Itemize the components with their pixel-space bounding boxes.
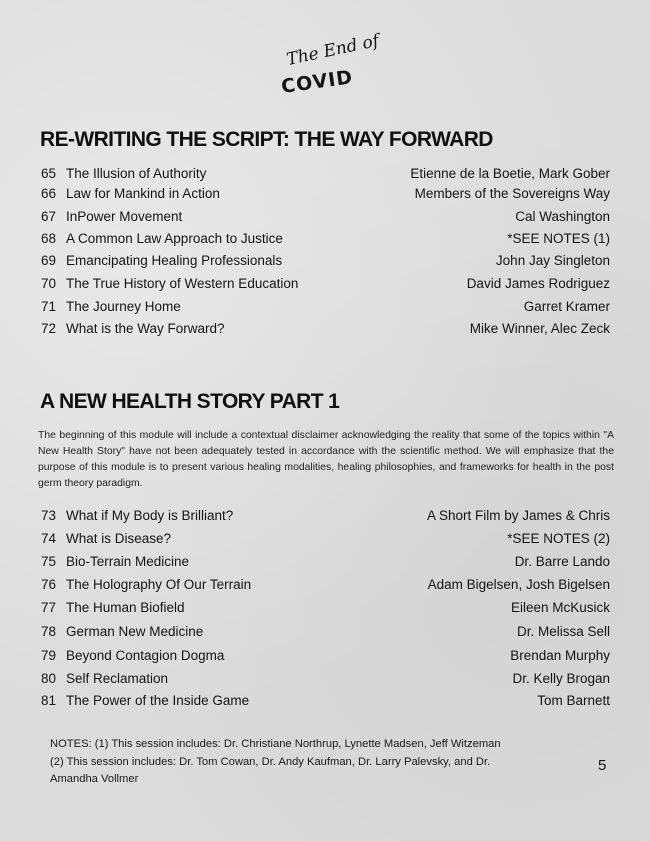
section-heading-way-forward: RE-WRITING THE SCRIPT: THE WAY FORWARD <box>40 128 493 151</box>
item-author: Cal Washington <box>515 209 610 224</box>
item-author: David James Rodriguez <box>466 276 610 291</box>
item-number: 73 <box>41 508 57 523</box>
item-title: InPower Movement <box>66 209 183 224</box>
item-title: A Common Law Approach to Justice <box>66 231 283 246</box>
logo-script-text: The End of <box>284 30 381 71</box>
section-heading-new-health-story: A NEW HEALTH STORY PART 1 <box>40 390 340 413</box>
item-number: 75 <box>41 554 57 569</box>
item-author: Members of the Sovereigns Way <box>414 186 610 201</box>
item-number: 77 <box>41 600 57 615</box>
list-item <box>41 276 610 296</box>
item-author: John Jay Singleton <box>495 253 610 268</box>
list-item <box>41 577 610 597</box>
item-author: *SEE NOTES (2) <box>507 531 610 546</box>
logo-block-text: COVID <box>279 66 355 98</box>
item-number: 78 <box>41 624 57 639</box>
item-author: Tom Barnett <box>537 693 610 708</box>
item-author: Dr. Melissa Sell <box>516 624 610 639</box>
list-item <box>41 321 610 341</box>
list-item <box>41 693 610 713</box>
item-number: 70 <box>41 276 57 291</box>
note-2: (2) This session includes: Dr. Tom Cowan, Dr. Andy Kaufman, Dr. Larry Palevsky, and Dr. Amandha Vollmer <box>50 755 491 785</box>
item-title: German New Medicine <box>66 624 204 639</box>
list-item <box>41 166 610 186</box>
item-title: Emancipating Healing Professionals <box>66 253 283 268</box>
list-item <box>41 209 610 229</box>
item-author: A Short Film by James & Chris <box>426 508 610 523</box>
list-item <box>41 600 610 620</box>
item-number: 69 <box>41 253 57 268</box>
item-number: 76 <box>41 577 57 592</box>
item-title: Beyond Contagion Dogma <box>66 648 225 663</box>
item-number: 79 <box>41 648 57 663</box>
item-number: 68 <box>41 231 57 246</box>
item-author: Dr. Kelly Brogan <box>512 671 610 686</box>
list-item <box>41 671 610 691</box>
page-number: 5 <box>598 757 607 774</box>
the-end-of-covid-logo <box>279 30 383 100</box>
item-author: Eileen McKusick <box>510 600 610 615</box>
item-title: The Holography Of Our Terrain <box>66 577 252 592</box>
item-number: 72 <box>41 321 57 336</box>
notes-block <box>50 736 520 789</box>
list-item <box>41 554 610 574</box>
item-number: 66 <box>41 186 57 201</box>
list-item <box>41 186 610 206</box>
list-item <box>41 231 610 251</box>
item-author: Adam Bigelsen, Josh Bigelsen <box>427 577 610 592</box>
list-item <box>41 253 610 273</box>
item-author: Mike Winner, Alec Zeck <box>469 321 610 336</box>
item-number: 67 <box>41 209 57 224</box>
item-title: What if My Body is Brilliant? <box>66 508 234 523</box>
list-item <box>41 648 610 668</box>
list-item <box>41 531 610 551</box>
item-number: 81 <box>41 693 57 708</box>
item-author: Dr. Barre Lando <box>514 554 610 569</box>
item-number: 71 <box>41 299 57 314</box>
item-title: The Journey Home <box>66 299 181 314</box>
item-title: The Human Biofield <box>66 600 185 615</box>
item-author: *SEE NOTES (1) <box>507 231 610 246</box>
item-number: 65 <box>41 166 57 181</box>
item-author: Brendan Murphy <box>510 648 610 663</box>
item-title: Bio-Terrain Medicine <box>66 554 190 569</box>
item-number: 80 <box>41 671 57 686</box>
item-number: 74 <box>41 531 57 546</box>
item-author: Etienne de la Boetie, Mark Gober <box>410 166 610 181</box>
section-intro-paragraph: The beginning of this module will include a contextual disclaimer acknowledging the reality that some of the topics within "A New Health Story" have not been adequately tested in accordance with the scientific method. We will emphasize that the purpose of this module is to present various healing modalities, healing philosophies, and frameworks for health in the post germ theory paradigm. <box>38 430 614 489</box>
item-title: Self Reclamation <box>66 671 169 686</box>
list-item <box>41 624 610 644</box>
item-title: The Illusion of Authority <box>66 166 207 181</box>
item-title: What is the Way Forward? <box>66 321 225 336</box>
list-item <box>41 299 610 319</box>
item-title: The True History of Western Education <box>66 276 299 291</box>
item-title: What is Disease? <box>66 531 172 546</box>
item-title: The Power of the Inside Game <box>66 693 250 708</box>
item-title: Law for Mankind in Action <box>66 186 220 201</box>
note-1: NOTES: (1) This session includes: Dr. Christiane Northrup, Lynette Madsen, Jeff Witzeman <box>50 738 501 750</box>
list-item <box>41 508 610 528</box>
item-author: Garret Kramer <box>523 299 610 314</box>
